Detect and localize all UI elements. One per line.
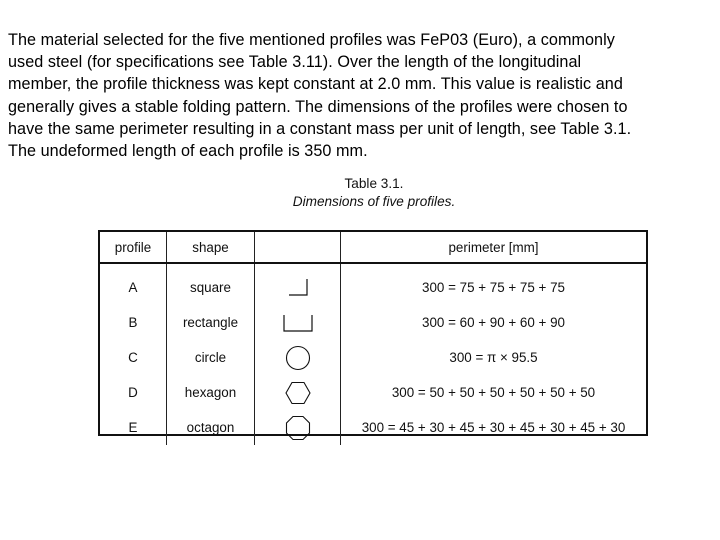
perimeter-cell: 300 = 50 + 50 + 50 + 50 + 50 + 50	[391, 385, 596, 400]
circle-profile-icon	[284, 344, 312, 372]
paragraph-line: have the same perimeter resulting in a constant mass per unit of length, see Table 3.1.	[8, 119, 632, 138]
paragraph-line: used steel (for specifications see Table 3.11). Over the length of the longitudinal	[8, 53, 582, 72]
table-row	[100, 305, 646, 340]
profile-cell: C	[100, 340, 167, 375]
icon-cell	[255, 263, 341, 305]
table-header-row	[100, 232, 646, 263]
dimensions-table	[98, 230, 648, 436]
table-number: Table 3.1.	[344, 176, 404, 191]
table-row	[100, 375, 646, 410]
perimeter-cell: 300 = 60 + 90 + 60 + 90	[422, 315, 565, 330]
profile-cell: A	[100, 263, 167, 305]
paragraph-line: generally gives a stable folding pattern. The dimensions of the profiles were chosen to	[8, 97, 628, 116]
perimeter-cell: 300 = 75 + 75 + 75 + 75	[422, 280, 565, 295]
profile-cell: B	[100, 305, 167, 340]
profile-cell: E	[100, 410, 167, 445]
table-row	[100, 410, 646, 445]
icon-cell	[255, 305, 341, 340]
perimeter-cell: 300 = 45 + 30 + 45 + 30 + 45 + 30 + 45 + 30	[361, 420, 626, 435]
shape-cell: rectangle	[167, 305, 255, 340]
shape-cell: hexagon	[167, 375, 255, 410]
shape-cell: square	[167, 263, 255, 305]
icon-cell	[255, 340, 341, 375]
table-row	[100, 263, 646, 305]
table-row	[100, 340, 646, 375]
body-paragraph	[8, 29, 714, 162]
profile-cell: D	[100, 375, 167, 410]
shape-cell: octagon	[167, 410, 255, 445]
paragraph-line: member, the profile thickness was kept constant at 2.0 mm. This value is realistic and	[8, 75, 623, 94]
header-icon	[255, 232, 341, 263]
shape-cell: circle	[167, 340, 255, 375]
paragraph-line: The material selected for the five mentioned profiles was FeP03 (Euro), a commonly	[8, 31, 615, 49]
paragraph-line: The undeformed length of each profile is 350 mm.	[8, 142, 368, 161]
octagon-profile-icon	[284, 414, 312, 442]
square-profile-icon	[283, 277, 313, 299]
header-shape: shape	[167, 232, 255, 263]
header-perimeter: perimeter [mm]	[341, 232, 647, 263]
icon-cell	[255, 410, 341, 445]
rectangle-profile-icon	[281, 311, 315, 335]
table-title: Dimensions of five profiles.	[292, 194, 456, 209]
table-caption	[0, 175, 720, 211]
hexagon-profile-icon	[284, 379, 312, 407]
icon-cell	[255, 375, 341, 410]
perimeter-cell: 300 = π × 95.5	[449, 350, 538, 365]
header-profile: profile	[100, 232, 167, 263]
